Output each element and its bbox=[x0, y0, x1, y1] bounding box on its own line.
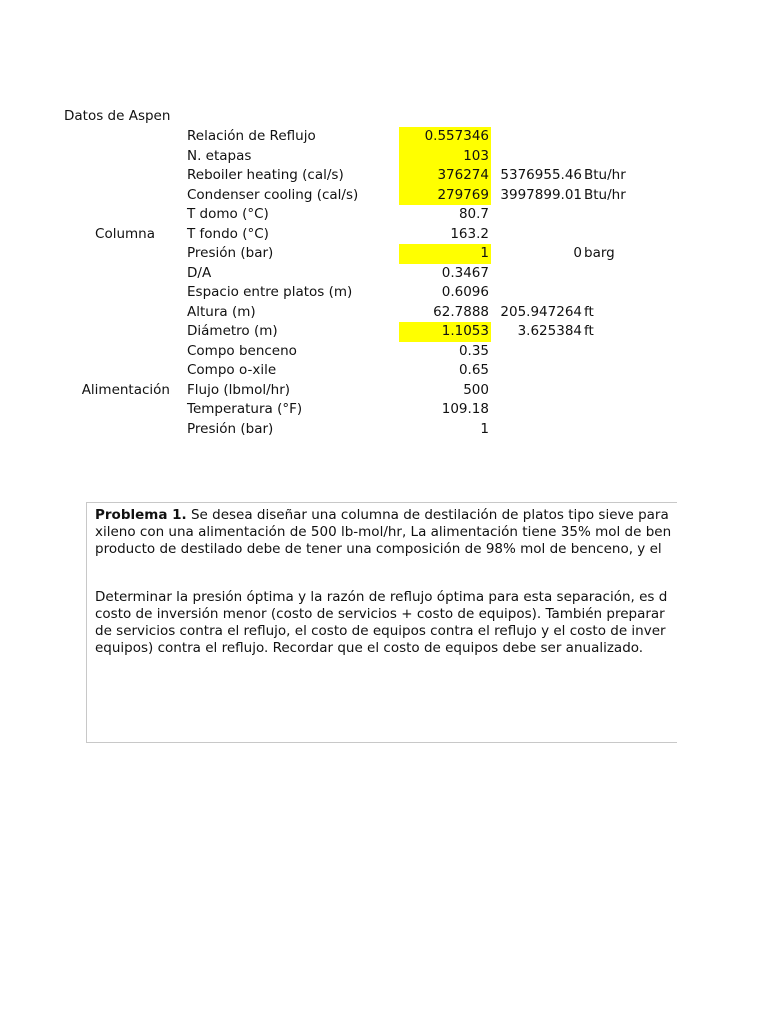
data-row bbox=[0, 127, 768, 147]
row-value[interactable]: 80.7 bbox=[458, 206, 489, 222]
row-value[interactable]: 109.18 bbox=[441, 401, 489, 417]
row-label: D/A bbox=[187, 264, 212, 281]
row-unit: barg bbox=[584, 245, 615, 261]
row-label: Diámetro (m) bbox=[187, 323, 278, 339]
row-label: Condenser cooling (cal/s) bbox=[187, 186, 359, 203]
problem-line-7: equipos) contra el reflujo. Recordar que el costo de equipos debe ser anualizado. bbox=[95, 640, 644, 656]
problem-line-1 bbox=[95, 507, 669, 524]
row-label: Reboiler heating (cal/s) bbox=[187, 167, 344, 183]
row-unit: Btu/hr bbox=[584, 186, 626, 203]
row-value[interactable]: 0.6096 bbox=[441, 284, 489, 300]
row-unit: Btu/hr bbox=[584, 167, 626, 183]
problem-line-4: Determinar la presión óptima y la razón de reflujo óptima para esta separación, es d bbox=[95, 589, 668, 605]
row-label: T domo (°C) bbox=[187, 206, 269, 222]
row-label: Flujo (lbmol/hr) bbox=[187, 381, 291, 398]
data-row bbox=[0, 147, 768, 167]
row-value[interactable]: 1.1053 bbox=[399, 322, 491, 342]
data-row bbox=[0, 166, 768, 186]
row-unit: ft bbox=[584, 303, 594, 320]
data-row bbox=[0, 303, 768, 323]
row-label: Compo benceno bbox=[187, 342, 297, 359]
row-converted-value[interactable]: 3997899.01 bbox=[500, 186, 582, 203]
row-value[interactable]: 62.7888 bbox=[433, 303, 489, 320]
row-value[interactable]: 103 bbox=[399, 147, 491, 167]
data-row bbox=[0, 225, 768, 245]
row-value[interactable]: 0.65 bbox=[458, 362, 489, 378]
row-label: Altura (m) bbox=[187, 303, 256, 320]
group-label-alimentacion: Alimentación bbox=[81, 381, 170, 398]
row-label: Presión (bar) bbox=[187, 245, 274, 261]
row-label: N. etapas bbox=[187, 147, 252, 164]
data-row bbox=[0, 186, 768, 206]
row-label: Compo o-xile bbox=[187, 362, 277, 378]
row-label: T fondo (°C) bbox=[187, 225, 269, 242]
data-row bbox=[0, 244, 768, 264]
data-row bbox=[0, 420, 768, 440]
row-converted-value[interactable]: 3.625384 bbox=[517, 323, 582, 339]
row-value[interactable]: 0.3467 bbox=[441, 264, 489, 281]
row-label: Espacio entre platos (m) bbox=[187, 284, 353, 300]
problem-line-5: costo de inversión menor (costo de servicios + costo de equipos). También preparar bbox=[95, 606, 665, 622]
row-converted-value[interactable]: 205.947264 bbox=[500, 303, 582, 320]
row-value[interactable]: 0.35 bbox=[458, 342, 489, 359]
data-row bbox=[0, 342, 768, 362]
row-label: Presión (bar) bbox=[187, 420, 274, 437]
row-converted-value[interactable]: 5376955.46 bbox=[500, 167, 582, 183]
page-edge-mask bbox=[677, 490, 768, 760]
group-label-columna: Columna bbox=[95, 225, 155, 242]
row-value[interactable]: 376274 bbox=[399, 166, 491, 186]
data-row bbox=[0, 264, 768, 284]
row-label: Relación de Reflujo bbox=[187, 128, 316, 144]
data-row bbox=[0, 400, 768, 420]
spreadsheet-area bbox=[0, 0, 768, 460]
problem-line-3: producto de destilado debe de tener una composición de 98% mol de benceno, y el bbox=[95, 541, 662, 557]
row-value[interactable]: 163.2 bbox=[450, 225, 489, 242]
row-unit: ft bbox=[584, 323, 594, 339]
row-value[interactable]: 1 bbox=[399, 244, 491, 264]
problem-heading: Problema 1. bbox=[95, 507, 187, 523]
row-value[interactable]: 0.557346 bbox=[399, 127, 491, 147]
sheet-title: Datos de Aspen bbox=[64, 108, 171, 124]
data-row bbox=[0, 381, 768, 401]
row-value[interactable]: 500 bbox=[463, 381, 489, 398]
data-row bbox=[0, 205, 768, 225]
data-row bbox=[0, 361, 768, 381]
problem-line-1-text: Se desea diseñar una columna de destilación de platos tipo sieve para bbox=[186, 507, 669, 523]
row-label: Temperatura (°F) bbox=[187, 401, 303, 417]
problem-line-2: xileno con una alimentación de 500 lb-mol/hr, La alimentación tiene 35% mol de ben bbox=[95, 524, 672, 540]
row-value[interactable]: 1 bbox=[480, 420, 489, 437]
data-row bbox=[0, 283, 768, 303]
row-value[interactable]: 279769 bbox=[399, 186, 491, 206]
problem-text-box[interactable] bbox=[86, 502, 726, 743]
data-row bbox=[0, 322, 768, 342]
row-converted-value[interactable]: 0 bbox=[573, 245, 582, 261]
problem-line-6: de servicios contra el reflujo, el costo de equipos contra el reflujo y el costo de inver bbox=[95, 623, 666, 639]
